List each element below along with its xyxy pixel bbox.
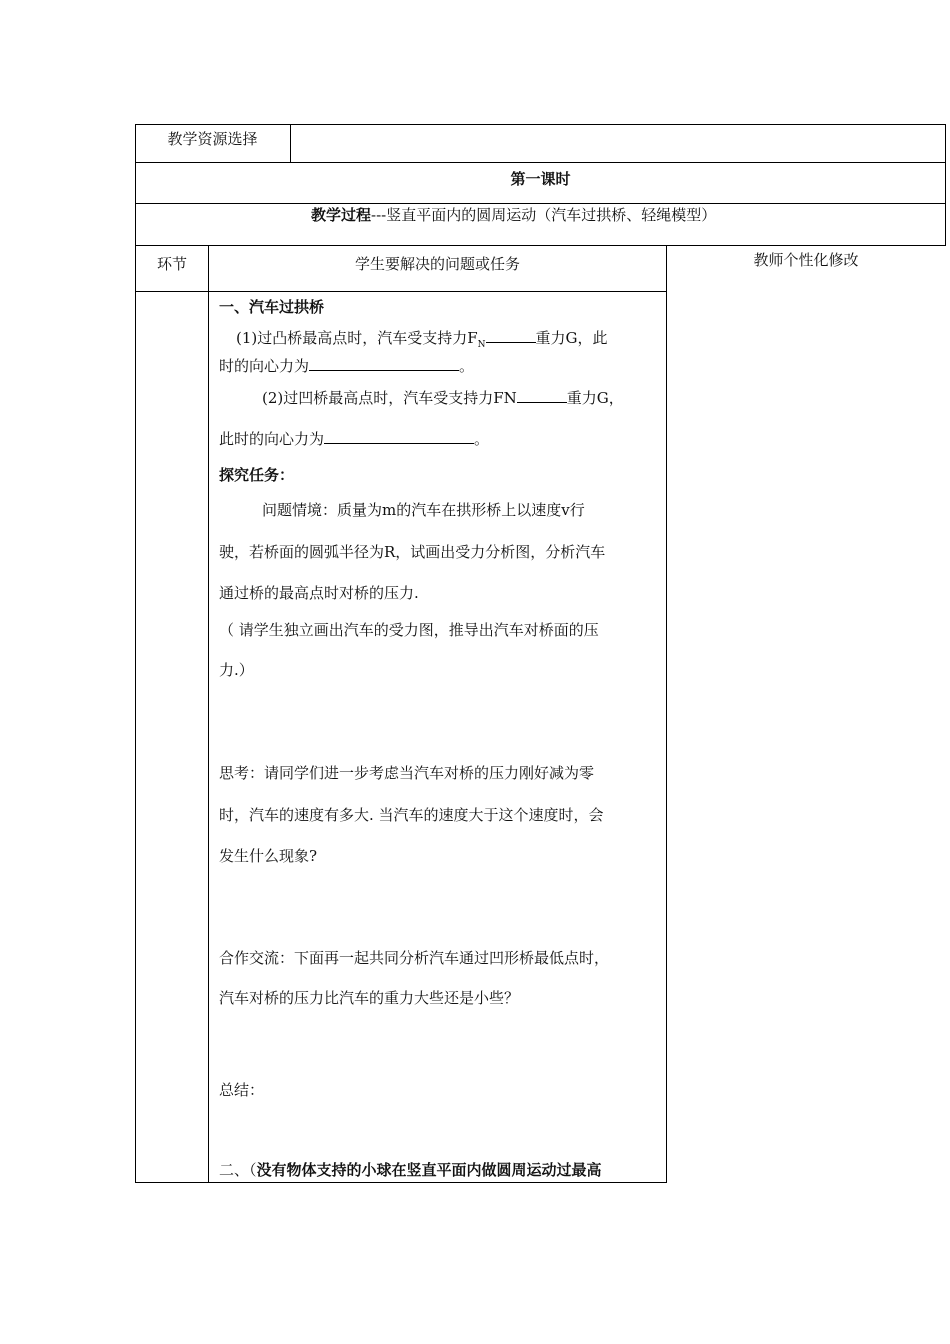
question2-line1	[262, 388, 624, 408]
section2-title	[219, 1160, 602, 1180]
question1-line2	[219, 356, 474, 376]
q1-text-b: 重力G，此	[535, 329, 608, 347]
q1-end: 。	[459, 357, 475, 375]
col-header-stage: 环节	[156, 255, 187, 273]
row-divider-3	[135, 245, 946, 246]
section2-bold-text: 没有物体支持的小球在竖直平面内做圆周运动过最高	[256, 1161, 602, 1179]
lesson-title: 第一课时	[510, 170, 571, 188]
scenario-line1: 问题情境：质量为m的汽车在拱形桥上以速度v行	[262, 501, 585, 519]
q1-text-a: (1)过凸桥最高点时，汽车受支持力F	[236, 329, 478, 347]
section1-title: 一、汽车过拱桥	[219, 298, 325, 316]
scenario-line3: 通过桥的最高点时对桥的压力.	[219, 584, 419, 602]
question1-line1	[236, 328, 608, 355]
q2-blank-2	[324, 429, 474, 444]
header-col-divider	[290, 124, 291, 163]
section2-prefix: 二、（	[219, 1161, 257, 1179]
q1-blank-1	[486, 328, 536, 343]
col-header-teacher: 教师个性化修改	[753, 251, 859, 269]
process-heading	[311, 205, 716, 225]
resource-label: 教学资源选择	[167, 130, 258, 148]
scenario-line2: 驶，若桥面的圆弧半径为R，试画出受力分析图，分析汽车	[219, 543, 606, 561]
q2-text-c: 此时的向心力为	[219, 430, 325, 448]
row-divider-4	[135, 291, 666, 292]
stage-col-divider	[208, 245, 209, 1183]
table-border-bottom	[135, 1182, 667, 1183]
summary-label: 总结：	[219, 1081, 265, 1099]
table-border-left	[135, 124, 136, 1183]
col-header-task: 学生要解决的问题或任务	[354, 255, 520, 273]
q2-blank-1	[517, 388, 567, 403]
row-divider-1	[135, 162, 946, 163]
coop-line1: 合作交流：下面再一起共同分析汽车通过凹形桥最低点时，	[219, 949, 610, 967]
process-description: ---竖直平面内的圆周运动（汽车过拱桥、轻绳模型）	[371, 206, 717, 224]
q1-blank-2	[309, 356, 459, 371]
q1-text-c: 时的向心力为	[219, 357, 310, 375]
table-border-top	[135, 124, 946, 125]
instruction-line1: （ 请学生独立画出汽车的受力图，推导出汽车对桥面的压	[219, 621, 599, 639]
think-line3: 发生什么现象?	[219, 847, 318, 865]
instruction-line2: 力.）	[219, 661, 254, 679]
q2-text-a: (2)过凹桥最高点时，汽车受支持力FN	[262, 389, 517, 407]
coop-line2: 汽车对桥的压力比汽车的重力大些还是小些？	[219, 989, 520, 1007]
process-bold-label: 教学过程	[311, 206, 372, 224]
think-line2: 时，汽车的速度有多大. 当汽车的速度大于这个速度时，会	[219, 806, 604, 824]
row-divider-2	[135, 203, 946, 204]
question2-line2	[219, 429, 489, 449]
task-col-divider	[666, 245, 667, 1183]
q1-subscript: N	[477, 340, 486, 350]
think-line1: 思考：请同学们进一步考虑当汽车对桥的压力刚好减为零	[219, 764, 595, 782]
q2-end: 。	[474, 430, 490, 448]
q2-text-b: 重力G，	[566, 389, 624, 407]
explore-title: 探究任务：	[219, 466, 295, 484]
